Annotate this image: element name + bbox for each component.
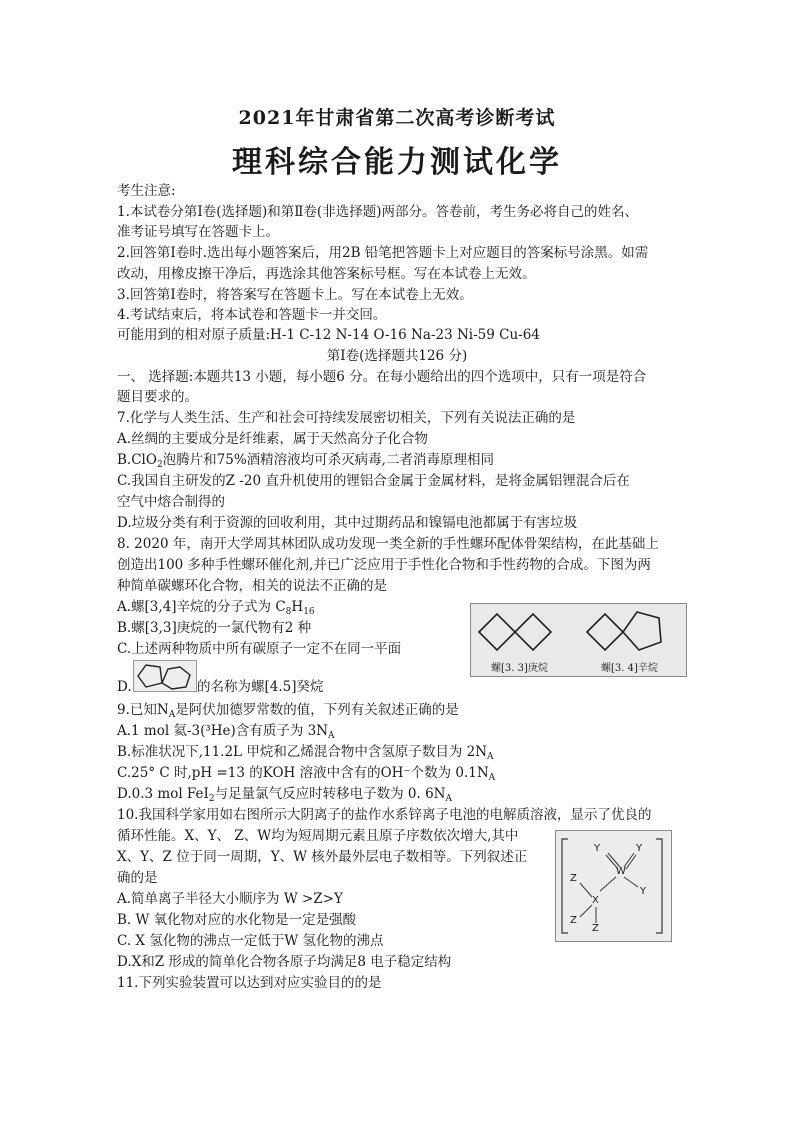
atom-z-1: Z	[570, 873, 577, 884]
spiro-compounds-figure	[470, 603, 687, 677]
spiro-heptane-label: 螺[3. 3]庚烷	[491, 663, 548, 674]
q10-option-d: D.X和Z 形成的简单化合物各原子均满足8 电子稳定结构	[117, 954, 452, 970]
left-bracket	[562, 839, 568, 933]
spiro-decane-ring-pentagon	[138, 665, 162, 687]
atom-z-2: Z	[570, 915, 577, 926]
spiro-heptane-ring-left	[479, 614, 515, 650]
q7-option-b: B.ClO$_2$泡腾片和75%酒精溶液均可杀灭病毒,二者消毒原理相同	[117, 452, 494, 470]
q9-option-c: C.25° C 时,pH =13 的KOH 溶液中含有的OH⁻个数为 $0.1N_A$	[117, 765, 496, 783]
bond-w-y3	[624, 877, 638, 887]
spiro-heptane-ring-right	[515, 614, 551, 650]
q7-option-c-1: C.我国自主研发的Z -20 直升机使用的锂铝合金属于金属材料，是将金属铝锂混合后在	[117, 473, 630, 489]
spiro-decane-ring-hexagon	[162, 667, 190, 689]
notes-heading: 考生注意:	[117, 183, 176, 199]
bond-x-z1	[580, 883, 592, 897]
note-line-2: 准考证号填写在答题卡上。	[117, 224, 279, 240]
q10-option-c: C. X 氢化物的沸点一定低于W 氢化物的沸点	[117, 933, 384, 949]
spiro-octane-ring-pentagon	[623, 612, 661, 650]
right-bracket	[656, 839, 662, 933]
bond-x-z2	[580, 905, 592, 917]
atom-x: X	[592, 895, 599, 906]
q8-stem-1: 8. 2020 年，南开大学周其林团队成功发现一类全新的手性螺环配体骨架结构，在此基础上	[117, 536, 659, 552]
q9-option-d: D.0.3 mol FeI$_2$与足量氯气反应时转移电子数为 0. $6N_A$	[117, 786, 452, 804]
spiro-decane-svg	[134, 661, 196, 691]
exam-title: 2021年甘肃省第二次高考诊断考试	[238, 107, 556, 129]
section-intro-2: 题目要求的。	[117, 389, 198, 405]
atom-y-3: Y	[640, 886, 647, 897]
q8-stem-3: 种简单碳螺环化合物，相关的说法不正确的是	[117, 578, 387, 594]
q10-option-b: B. W 氧化物对应的水化物是一定是强酸	[117, 912, 357, 928]
q7-option-a: A.丝绸的主要成分是纤维素，属于天然高分子化合物	[117, 431, 429, 447]
atom-z-3: Z	[592, 923, 599, 934]
atomic-masses: 可能用到的相对原子质量:H-1 C-12 N-14 O-16 Na-23 Ni-59 Cu-64	[117, 327, 540, 343]
q10-stem-4: 确的是	[117, 870, 158, 886]
bond-w-y4	[600, 877, 616, 891]
section-title: 第Ⅰ卷(选择题共126 分)	[326, 348, 468, 364]
q10-stem-1: 10.我国科学家用如右图所示大阴离子的盐作水系锌离子电池的电解质溶液，显示了优良的	[117, 807, 652, 823]
q8-stem-2: 创造出100 多种手性螺环催化剂,并已广泛应用于手性化合物和手性药物的合成。下图为两	[117, 557, 651, 573]
q11-stem: 11.下列实验装置可以达到对应实验目的的是	[117, 975, 382, 991]
atom-y-2: Y	[636, 843, 643, 854]
q7-stem: 7.化学与人类生活、生产和社会可持续发展密切相关，下列有关说法正确的是	[117, 410, 576, 426]
q8-option-a: A.螺[3,4]辛烷的分子式为 $C_8H_{16}$	[117, 599, 315, 617]
atom-y-1: Y	[594, 843, 601, 854]
spiro-octane-ring-square	[587, 614, 623, 650]
note-line-6: 4.考试结束后，将本试卷和答题卡一并交回。	[117, 307, 387, 323]
q7-option-c-2: 空气中熔合制得的	[117, 494, 225, 510]
q9-option-a: A.1 mol 氦-3(³He)含有质子为 $3N_A$	[117, 723, 335, 741]
spiro-octane-label: 螺[3. 4]辛烷	[601, 663, 658, 674]
q10-stem-2: 循环性能。X、Y、 Z、W均为短周期元素且原子序数依次增大,其中	[117, 828, 519, 844]
section-intro-1: 一、 选择题:本题共13 小题，每小题6 分。在每小题给出的四个选项中，只有一项是符合	[117, 369, 647, 385]
note-line-1: 1.本试卷分第Ⅰ卷(选择题)和第Ⅱ卷(非选择题)两部分。答卷前，考生务必将自己的姓名、	[117, 204, 638, 220]
q10-option-a: A.简单离子半径大小顺序为 W >Z>Y	[117, 891, 343, 907]
q9-stem: 9.已知$N_A$是阿伏加德罗常数的值，下列有关叙述正确的是	[117, 702, 459, 720]
q8-option-c: C.上述两种物质中所有碳原子一定不在同一平面	[117, 641, 402, 657]
atom-w: W	[616, 866, 626, 877]
note-line-5: 3.回答第Ⅰ卷时，将答案写在答题卡上。写在本试卷上无效。	[117, 287, 473, 303]
note-line-3: 2.回答第Ⅰ卷时.选出每小题答案后，用2B 铅笔把答题卡上对应题目的答案标号涂黑。如需	[117, 245, 649, 261]
q10-stem-3: X、Y、Z 位于同一周期，Y、W 核外最外层电子数相等。下列叙述正	[117, 849, 528, 865]
anion-structure-figure	[555, 830, 672, 942]
spiro-decane-figure	[133, 660, 197, 692]
q9-option-b: B.标准状况下,11.2L 甲烷和乙烯混合物中含氢原子数目为 $2N_A$	[117, 744, 494, 762]
q8-option-b: B.螺[3,3]庚烷的一氯代物有2 种	[117, 620, 312, 636]
q7-option-d: D.垃圾分类有利于资源的回收利用，其中过期药品和镍镉电池都属于有害垃圾	[117, 515, 578, 531]
note-line-4: 改动，用橡皮擦干净后，再选涂其他答案标号框。写在本试卷上无效。	[117, 266, 536, 282]
q8-option-d-text: 的名称为螺[4.5]癸烷	[197, 679, 324, 695]
q8-option-d-prefix: D.	[117, 679, 132, 695]
exam-subtitle: 理科综合能力测试化学	[232, 145, 562, 180]
